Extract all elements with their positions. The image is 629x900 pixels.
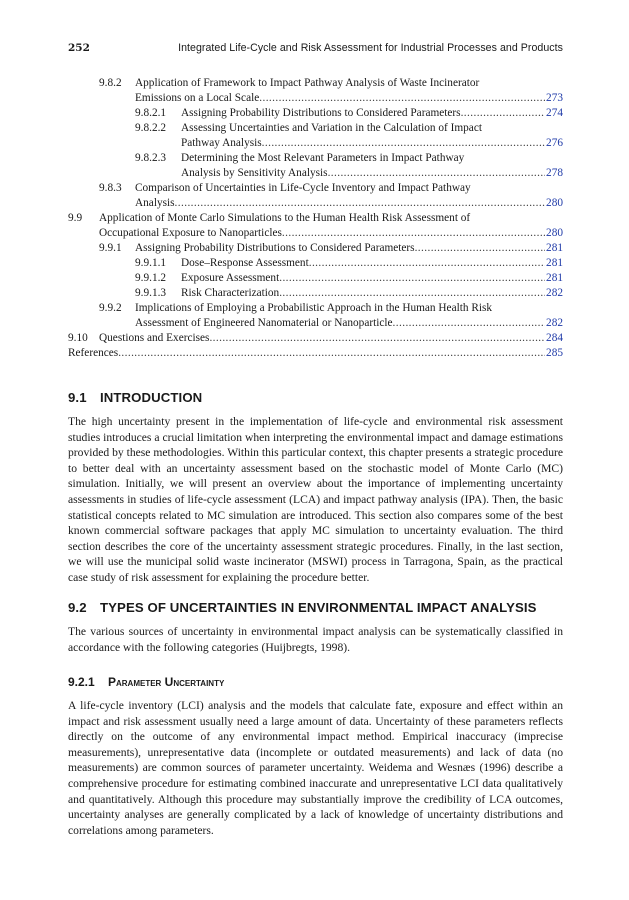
toc-leader bbox=[279, 271, 545, 286]
toc-entry-number: 9.9.1.3 bbox=[135, 287, 167, 299]
toc-entry-number: 9.8.2 bbox=[99, 77, 122, 89]
toc-leader bbox=[259, 91, 545, 106]
toc-leader bbox=[461, 106, 545, 121]
toc-entry[interactable] bbox=[68, 151, 563, 166]
toc-entry-title: Emissions on a Local Scale bbox=[135, 92, 260, 104]
section-heading-9-2 bbox=[68, 600, 537, 615]
toc-page-link[interactable]: 282 bbox=[546, 317, 563, 329]
toc-entry-number: 9.8.3 bbox=[99, 182, 122, 194]
toc-entry-title: Assigning Probability Distributions to Considered Parameters bbox=[181, 107, 461, 119]
toc-entry-title: Assessing Uncertainties and Variation in the Calculation of Impact bbox=[181, 122, 482, 134]
toc-entry[interactable] bbox=[68, 241, 563, 256]
toc-leader bbox=[415, 241, 545, 256]
intro-paragraph: The high uncertainty present in the implementation of life-cycle and environmental risk assessment studies introduces a crucial limitation when interpreting the environmental impact and damage estimations provided by these methodologies. Within this particular context, this chapter presents a strategic procedure to better deal with an uncertainty assessment based on the stochastic model of Monte Carlo (MC) simulation. Initially, we will present an overview about the importance of implementing uncertainty assessments in studies of life-cycle assessment (LCA) and impact pathway analysis (IPA). Then, the basic statistical concepts related to MC simulation are introduced. This section also compares some of the best known commercial software packages that apply MC simulation to uncertainty evaluation. The third section describes the core of the uncertainty assessment strategic procedures. Finally, in the last section, we will use the municipal solid waste incinerator (MSWI) process in Tarragona, Spain, as the practical case study of risk assessment for explaining the procedure better. bbox=[68, 415, 563, 584]
toc-page-link[interactable]: 281 bbox=[546, 272, 563, 284]
toc-entry-number: 9.10 bbox=[68, 332, 88, 344]
toc-entry-number: 9.9.2 bbox=[99, 302, 122, 314]
toc-entry-title: Assessment of Engineered Nanomaterial or Nanoparticle bbox=[135, 317, 393, 329]
toc-entry-title: Application of Monte Carlo Simulations to the Human Health Risk Assessment of bbox=[99, 212, 471, 224]
toc-entry-number: 9.8.2.3 bbox=[135, 152, 167, 164]
toc-leader bbox=[393, 316, 546, 331]
toc-entry-number: 9.8.2.1 bbox=[135, 107, 167, 119]
toc-entry[interactable] bbox=[68, 256, 563, 271]
toc-leader bbox=[309, 256, 545, 271]
toc-entry-number: 9.9 bbox=[68, 212, 83, 224]
toc-entry[interactable] bbox=[68, 211, 563, 226]
subsection-heading-9-2-1 bbox=[68, 675, 224, 689]
subsection-number: 9.2.1 bbox=[68, 675, 95, 689]
toc-entry[interactable] bbox=[68, 76, 563, 91]
toc-leader bbox=[209, 331, 545, 346]
toc-page-link[interactable]: 280 bbox=[546, 227, 563, 239]
toc-entry-number: 9.9.1.1 bbox=[135, 257, 167, 269]
toc-entry-title: References bbox=[68, 347, 119, 359]
table-of-contents bbox=[68, 76, 563, 361]
toc-entry-number: 9.8.2.2 bbox=[135, 122, 167, 134]
toc-page-link[interactable]: 284 bbox=[546, 332, 563, 344]
toc-entry-title: Comparison of Uncertainties in Life-Cycle Inventory and Impact Pathway bbox=[135, 182, 471, 194]
toc-entry[interactable] bbox=[68, 91, 563, 106]
toc-entry-title: Implications of Employing a Probabilistic Approach in the Human Health Risk bbox=[135, 302, 493, 314]
toc-entry-title: Risk Characterization bbox=[181, 287, 280, 299]
toc-entry[interactable] bbox=[68, 316, 563, 331]
toc-leader bbox=[279, 286, 545, 301]
section-number: 9.1 bbox=[68, 390, 87, 405]
toc-entry-title: Assigning Probability Distributions to Considered Parameters bbox=[135, 242, 415, 254]
toc-page-link[interactable]: 274 bbox=[546, 107, 563, 119]
toc-entry[interactable] bbox=[68, 301, 563, 316]
toc-entry-title: Dose–Response Assessment bbox=[181, 257, 309, 269]
toc-entry-title: Questions and Exercises bbox=[99, 332, 210, 344]
toc-entry[interactable] bbox=[68, 136, 563, 151]
toc-entry-number: 9.9.1 bbox=[99, 242, 122, 254]
toc-entry[interactable] bbox=[68, 271, 563, 286]
running-title: Integrated Life-Cycle and Risk Assessment for Industrial Processes and Products bbox=[178, 42, 563, 54]
toc-entry[interactable] bbox=[68, 166, 563, 181]
page-number: 252 bbox=[68, 42, 90, 54]
toc-page-link[interactable]: 282 bbox=[546, 287, 563, 299]
section-number: 9.2 bbox=[68, 600, 87, 615]
toc-leader bbox=[175, 196, 546, 211]
toc-entry-title: Exposure Assessment bbox=[181, 272, 280, 284]
toc-page-link[interactable]: 281 bbox=[546, 242, 563, 254]
toc-leader bbox=[262, 136, 545, 151]
parameter-uncertainty-paragraph: A life-cycle inventory (LCI) analysis and the models that calculate fate, exposure and effect within an impact and risk assessment usually need a large amount of data. Uncertainty of these parameters reflects directly on the outcome of any environmental impact method. Empirical inaccuracy (imprecise measurements), unrepresentative data (incomplete or outdated measurements) and lack of data (no measurements) are common sources of parameter uncertainty. Weidema and Wesnæs (1996) describe a comprehensive procedure for estimating combined inaccurate and unrepresentative LCI data qualitatively and quantitatively. Although this procedure may substantially improve the credibility of LCA outcomes, uncertainty analyses are generally complicated by a lack of knowledge of uncertainty distributions and correlations among parameters. bbox=[68, 699, 563, 837]
toc-entry[interactable] bbox=[68, 286, 563, 301]
toc-entry[interactable] bbox=[68, 196, 563, 211]
section-title: INTRODUCTION bbox=[100, 390, 203, 405]
toc-page-link[interactable]: 278 bbox=[546, 167, 563, 179]
toc-page-link[interactable]: 273 bbox=[546, 92, 563, 104]
toc-leader bbox=[328, 166, 545, 181]
toc-entry[interactable] bbox=[68, 181, 563, 196]
toc-leader bbox=[118, 346, 545, 361]
toc-page-link[interactable]: 281 bbox=[546, 257, 563, 269]
toc-entry-title: Analysis bbox=[135, 197, 175, 209]
section-heading-9-1 bbox=[68, 390, 202, 405]
toc-entry-title: Occupational Exposure to Nanoparticles bbox=[99, 227, 282, 239]
types-paragraph: The various sources of uncertainty in environmental impact analysis can be systematically classified in accordance with the following categories (Huijbregts, 1998). bbox=[68, 625, 563, 654]
running-header bbox=[68, 42, 563, 58]
subsection-title: Parameter Uncertainty bbox=[108, 675, 225, 689]
toc-entry-title: Pathway Analysis bbox=[181, 137, 262, 149]
toc-entry-title: Analysis by Sensitivity Analysis bbox=[181, 167, 328, 179]
toc-entry-title: Application of Framework to Impact Pathway Analysis of Waste Incinerator bbox=[135, 77, 480, 89]
toc-entry[interactable] bbox=[68, 346, 563, 361]
toc-entry-number: 9.9.1.2 bbox=[135, 272, 167, 284]
toc-entry[interactable] bbox=[68, 226, 563, 241]
toc-page-link[interactable]: 276 bbox=[546, 137, 563, 149]
toc-entry[interactable] bbox=[68, 121, 563, 136]
toc-leader bbox=[282, 226, 545, 241]
toc-entry-title: Determining the Most Relevant Parameters in Impact Pathway bbox=[181, 152, 465, 164]
toc-entry[interactable] bbox=[68, 106, 563, 121]
toc-entry[interactable] bbox=[68, 331, 563, 346]
toc-page-link[interactable]: 280 bbox=[546, 197, 563, 209]
toc-page-link[interactable]: 285 bbox=[546, 347, 563, 359]
section-title: TYPES OF UNCERTAINTIES IN ENVIRONMENTAL IMPACT ANALYSIS bbox=[100, 600, 537, 615]
